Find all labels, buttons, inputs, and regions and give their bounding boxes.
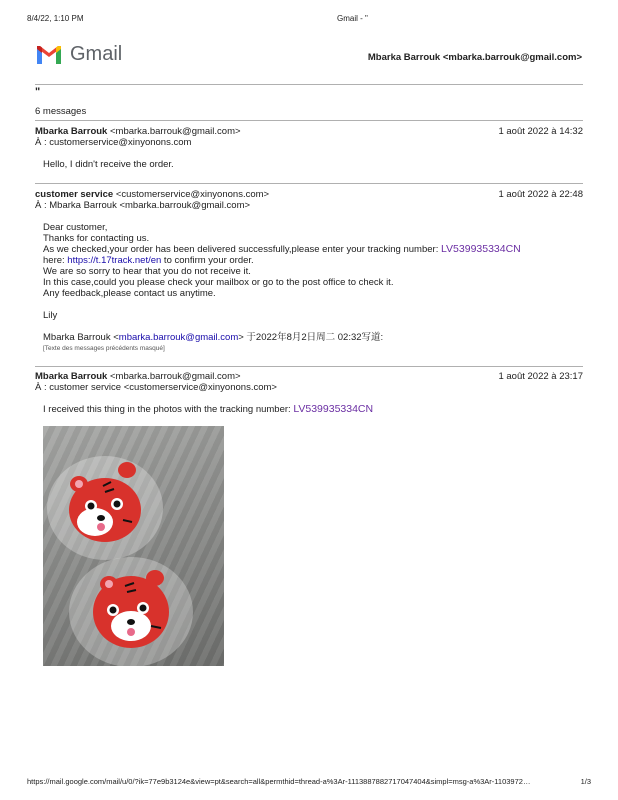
message-date: 1 août 2022 à 22:48: [498, 189, 583, 200]
sender-email: <mbarka.barrouk@gmail.com>: [109, 371, 241, 382]
sender-name: customer service: [35, 189, 114, 200]
recipient: À : customer service <customerservice@xinyonons.com>: [35, 382, 277, 393]
page-number: 1/3: [580, 777, 591, 786]
account-label: Mbarka Barrouk <mbarka.barrouk@gmail.com>: [367, 52, 582, 63]
quote-email-link[interactable]: mbarka.barrouk@gmail.com: [118, 332, 239, 343]
tracking-number-link[interactable]: LV539935334CN: [293, 403, 374, 415]
thread-subject: ": [35, 86, 41, 98]
message-date: 1 août 2022 à 14:32: [498, 126, 583, 137]
print-datetime: 8/4/22, 1:10 PM: [27, 14, 84, 23]
signature: Lily: [43, 310, 58, 321]
quote-line: Mbarka Barrouk <mbarka.barrouk@gmail.com> 于2022年8月2日周二 02:32写道:: [43, 332, 384, 343]
message-date: 1 août 2022 à 23:17: [498, 371, 583, 382]
body-line: Any feedback,please contact us anytime.: [43, 288, 216, 299]
plush-toy-image: [43, 426, 224, 666]
attached-photo[interactable]: [43, 426, 224, 666]
page-url: https://mail.google.com/mail/u/0/?ik=77e9b3124e&view=pt&search=all&permthid=thread-a%3Ar-1113887882717047404&simpl=msg-a%3Ar-1103972…: [27, 777, 531, 786]
message-body: Hello, I didn't receive the order.: [43, 159, 174, 170]
tracking-site-link[interactable]: https://t.17track.net/en: [67, 255, 162, 266]
print-title: Gmail - ": [337, 14, 368, 23]
body-line: Thanks for contacting us.: [43, 233, 150, 244]
message-body: [43, 222, 521, 354]
body-line: We are so sorry to hear that you do not receive it.: [43, 266, 251, 277]
message-body: I received this thing in the photos with the tracking number: LV539935334CN: [43, 403, 374, 415]
message-header: [35, 371, 583, 393]
body-line: here: https://t.17track.net/en to confirm your order.: [43, 255, 254, 266]
divider: [35, 183, 583, 184]
gmail-logo-icon: [35, 44, 63, 66]
gmail-wordmark: Gmail: [70, 43, 123, 65]
divider: [35, 84, 583, 85]
body-line: Dear customer,: [43, 222, 108, 233]
tracking-number-link[interactable]: LV539935334CN: [440, 243, 521, 255]
divider: [35, 366, 583, 367]
body-line: In this case,could you please check your mailbox or go to the post office to check it.: [43, 277, 394, 288]
sender-name: Mbarka Barrouk: [35, 126, 108, 137]
body-line: As we checked,your order has been delivered successfully,please enter your tracking number: LV539935334CN: [43, 243, 521, 255]
hidden-quote-toggle[interactable]: [Texte des messages précédents masqué]: [43, 345, 165, 352]
sender-email: <mbarka.barrouk@gmail.com>: [109, 126, 241, 137]
sender-name: Mbarka Barrouk: [35, 371, 108, 382]
message-count: 6 messages: [35, 106, 87, 117]
message-header: [35, 189, 583, 211]
message-header: [35, 126, 583, 148]
recipient: À : customerservice@xinyonons.com: [35, 137, 192, 148]
sender-email: <customerservice@xinyonons.com>: [115, 189, 270, 200]
divider: [35, 120, 583, 121]
recipient: À : Mbarka Barrouk <mbarka.barrouk@gmail.com>: [35, 200, 251, 211]
